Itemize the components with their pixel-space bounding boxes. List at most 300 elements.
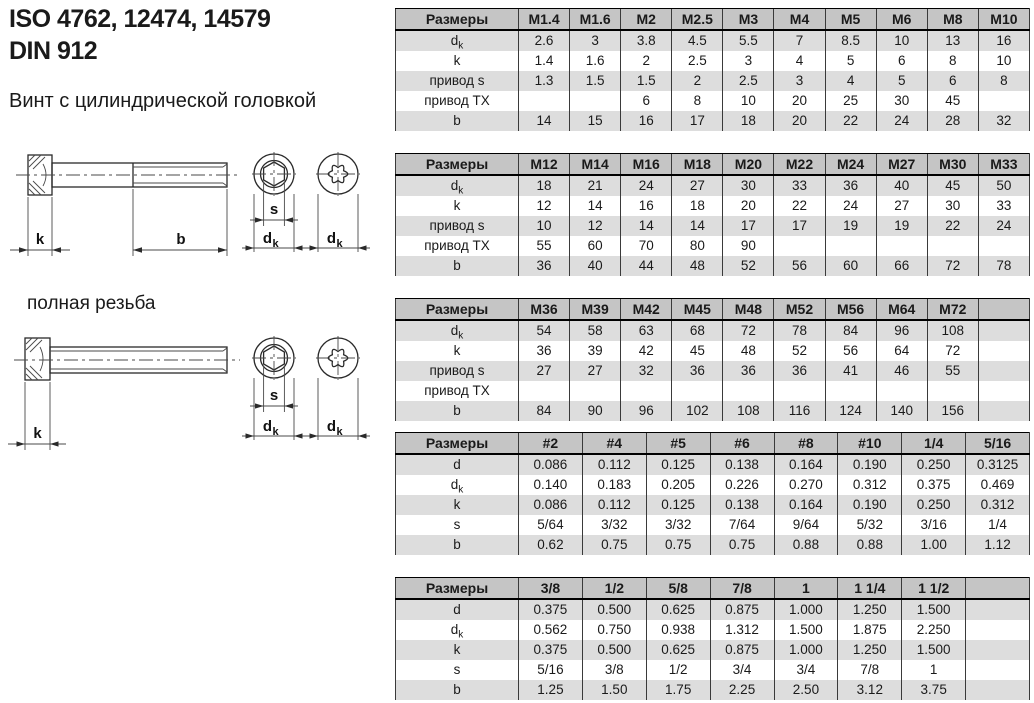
hex-socket-end-view <box>242 152 306 252</box>
size-header: M64 <box>876 299 927 321</box>
value-cell: 2.25 <box>710 680 774 700</box>
size-header: M14 <box>570 154 621 176</box>
value-cell: 0.164 <box>774 454 838 475</box>
empty-cell <box>966 620 1030 640</box>
size-column-header: Размеры <box>396 154 519 176</box>
value-cell: 156 <box>927 401 978 421</box>
value-cell: 5/16 <box>519 660 583 680</box>
value-cell: 1.4 <box>519 51 570 71</box>
value-cell: 124 <box>825 401 876 421</box>
value-cell: 9/64 <box>774 515 838 535</box>
value-cell: 6 <box>927 71 978 91</box>
table-row <box>396 71 1030 91</box>
row-label: k <box>396 495 519 515</box>
value-cell: 12 <box>570 216 621 236</box>
value-cell: 80 <box>672 236 723 256</box>
value-cell: 0.270 <box>774 475 838 495</box>
value-cell: 30 <box>723 175 774 196</box>
value-cell: 24 <box>978 216 1029 236</box>
value-cell: 1.250 <box>838 640 902 660</box>
table-header-row <box>396 578 1030 600</box>
value-cell: 17 <box>723 216 774 236</box>
value-cell: 5 <box>825 51 876 71</box>
value-cell: 14 <box>570 196 621 216</box>
size-header: M33 <box>978 154 1029 176</box>
row-label: привод TX <box>396 236 519 256</box>
value-cell: 84 <box>825 320 876 341</box>
table-header-row <box>396 9 1030 31</box>
table-row <box>396 320 1030 341</box>
value-cell: 20 <box>774 91 825 111</box>
value-cell: 8 <box>672 91 723 111</box>
size-header: M56 <box>825 299 876 321</box>
value-cell: 1.875 <box>838 620 902 640</box>
empty-header <box>978 299 1029 321</box>
value-cell: 20 <box>774 111 825 131</box>
value-cell <box>978 236 1029 256</box>
value-cell: 3/8 <box>582 660 646 680</box>
empty-cell <box>978 381 1029 401</box>
value-cell: 44 <box>621 256 672 276</box>
value-cell: 0.3125 <box>966 454 1030 475</box>
size-column-header: Размеры <box>396 433 519 455</box>
row-label: k <box>396 341 519 361</box>
value-cell: 1.5 <box>570 71 621 91</box>
row-label: k <box>396 640 519 660</box>
torx-socket-end-view <box>306 336 370 440</box>
dimensions-table-metric-small <box>395 8 1030 131</box>
value-cell <box>978 91 1029 111</box>
value-cell <box>519 91 570 111</box>
dimension-k <box>8 382 66 450</box>
size-header: M72 <box>927 299 978 321</box>
size-header: 5/8 <box>646 578 710 600</box>
value-cell: 18 <box>723 111 774 131</box>
size-header: M6 <box>876 9 927 31</box>
value-cell: 2.50 <box>774 680 838 700</box>
screw-drawing-full-thread <box>0 320 392 455</box>
value-cell: 41 <box>825 361 876 381</box>
table-row <box>396 599 1030 620</box>
value-cell: 0.75 <box>582 535 646 555</box>
size-header: M12 <box>519 154 570 176</box>
value-cell: 3/4 <box>774 660 838 680</box>
row-label: $d_k$ <box>396 30 519 51</box>
value-cell: 0.190 <box>838 454 902 475</box>
value-cell: 108 <box>927 320 978 341</box>
value-cell: 14 <box>672 216 723 236</box>
value-cell <box>774 381 825 401</box>
value-cell: 1.12 <box>966 535 1030 555</box>
value-cell: 39 <box>570 341 621 361</box>
dimensions-table-metric-medium <box>395 153 1030 276</box>
value-cell: 0.875 <box>710 599 774 620</box>
empty-cell <box>978 401 1029 421</box>
table-row <box>396 30 1030 51</box>
value-cell <box>876 381 927 401</box>
value-cell: 56 <box>774 256 825 276</box>
value-cell: 0.88 <box>774 535 838 555</box>
value-cell: 60 <box>825 256 876 276</box>
size-header: M1.6 <box>570 9 621 31</box>
row-label: привод s <box>396 71 519 91</box>
value-cell: 1.25 <box>519 680 583 700</box>
dim-label-b: b <box>176 231 186 248</box>
value-cell: 0.112 <box>582 454 646 475</box>
value-cell: 24 <box>825 196 876 216</box>
row-label: $d_k$ <box>396 320 519 341</box>
dim-label-dk-base: d <box>262 418 272 435</box>
size-header: 3/8 <box>519 578 583 600</box>
value-cell: 48 <box>672 256 723 276</box>
value-cell: 8 <box>978 71 1029 91</box>
value-cell: 116 <box>774 401 825 421</box>
value-cell: 33 <box>774 175 825 196</box>
row-label: привод s <box>396 216 519 236</box>
value-cell: 90 <box>723 236 774 256</box>
product-name: Винт с цилиндрической головкой <box>9 90 317 112</box>
size-header: M8 <box>927 9 978 31</box>
size-header: 1 <box>774 578 838 600</box>
value-cell: 36 <box>774 361 825 381</box>
row-label: d <box>396 454 519 475</box>
value-cell: 0.190 <box>838 495 902 515</box>
value-cell: 48 <box>723 341 774 361</box>
value-cell <box>570 381 621 401</box>
size-header: 7/8 <box>710 578 774 600</box>
table-row <box>396 660 1030 680</box>
value-cell: 18 <box>519 175 570 196</box>
value-cell: 7 <box>774 30 825 51</box>
table-row <box>396 361 1030 381</box>
row-label: s <box>396 660 519 680</box>
value-cell: 0.875 <box>710 640 774 660</box>
table-row <box>396 381 1030 401</box>
value-cell <box>825 381 876 401</box>
dimensions-table-imperial-small <box>395 432 1030 555</box>
value-cell: 1.000 <box>774 640 838 660</box>
value-cell: 1.50 <box>582 680 646 700</box>
value-cell: 42 <box>621 341 672 361</box>
value-cell: 15 <box>570 111 621 131</box>
table-row <box>396 680 1030 700</box>
table-row <box>396 256 1030 276</box>
value-cell: 5/64 <box>519 515 583 535</box>
size-header: M30 <box>927 154 978 176</box>
value-cell: 60 <box>570 236 621 256</box>
empty-header <box>966 578 1030 600</box>
value-cell: 27 <box>570 361 621 381</box>
value-cell: 0.250 <box>902 495 966 515</box>
value-cell <box>621 381 672 401</box>
dim-label-dk-base: d <box>326 418 336 435</box>
value-cell <box>723 381 774 401</box>
row-label: b <box>396 401 519 421</box>
hex-socket-end-view <box>242 336 306 440</box>
row-label: k <box>396 196 519 216</box>
table-header-row <box>396 299 1030 321</box>
value-cell: 3/32 <box>582 515 646 535</box>
dim-label-dk-sub: k <box>272 238 279 250</box>
value-cell: 78 <box>774 320 825 341</box>
table-row <box>396 535 1030 555</box>
size-header: M3 <box>723 9 774 31</box>
table-row <box>396 51 1030 71</box>
value-cell: 40 <box>876 175 927 196</box>
left-column <box>0 0 392 703</box>
table-row <box>396 175 1030 196</box>
table-header-row <box>396 154 1030 176</box>
row-label: привод TX <box>396 381 519 401</box>
size-header: M42 <box>621 299 672 321</box>
empty-cell <box>978 361 1029 381</box>
value-cell: 17 <box>672 111 723 131</box>
value-cell: 8.5 <box>825 30 876 51</box>
value-cell: 1/2 <box>646 660 710 680</box>
size-header: M39 <box>570 299 621 321</box>
value-cell: 18 <box>672 196 723 216</box>
row-label: k <box>396 51 519 71</box>
value-cell: 3/32 <box>646 515 710 535</box>
value-cell: 96 <box>876 320 927 341</box>
value-cell: 36 <box>825 175 876 196</box>
value-cell: 32 <box>621 361 672 381</box>
value-cell: 1.500 <box>902 599 966 620</box>
table-row <box>396 216 1030 236</box>
dim-label-k: k <box>33 425 42 442</box>
value-cell: 0.562 <box>519 620 583 640</box>
row-label: b <box>396 680 519 700</box>
value-cell: 0.086 <box>519 454 583 475</box>
value-cell: 0.375 <box>902 475 966 495</box>
value-cell: 1.312 <box>710 620 774 640</box>
value-cell: 1.500 <box>774 620 838 640</box>
value-cell: 10 <box>876 30 927 51</box>
value-cell <box>927 236 978 256</box>
value-cell: 2.5 <box>723 71 774 91</box>
value-cell: 40 <box>570 256 621 276</box>
value-cell: 10 <box>978 51 1029 71</box>
size-header: #6 <box>710 433 774 455</box>
tables-column <box>395 0 1030 700</box>
value-cell: 46 <box>876 361 927 381</box>
value-cell: 72 <box>927 341 978 361</box>
value-cell: 0.138 <box>710 454 774 475</box>
empty-cell <box>966 640 1030 660</box>
empty-cell <box>966 680 1030 700</box>
value-cell <box>570 91 621 111</box>
value-cell: 0.164 <box>774 495 838 515</box>
value-cell: 3/16 <box>902 515 966 535</box>
value-cell: 58 <box>570 320 621 341</box>
dim-label-dk-base: d <box>326 230 336 247</box>
size-header: M4 <box>774 9 825 31</box>
value-cell: 0.375 <box>519 640 583 660</box>
empty-cell <box>966 599 1030 620</box>
size-header: M45 <box>672 299 723 321</box>
dim-label-k: k <box>35 231 45 248</box>
value-cell: 64 <box>876 341 927 361</box>
value-cell: 0.88 <box>838 535 902 555</box>
size-header: #4 <box>582 433 646 455</box>
value-cell: 24 <box>876 111 927 131</box>
value-cell <box>876 236 927 256</box>
value-cell: 14 <box>621 216 672 236</box>
value-cell: 52 <box>723 256 774 276</box>
dimensions-table-metric-large <box>395 298 1030 421</box>
value-cell: 50 <box>978 175 1029 196</box>
value-cell <box>672 381 723 401</box>
value-cell: 0.625 <box>646 640 710 660</box>
value-cell: 25 <box>825 91 876 111</box>
value-cell: 0.112 <box>582 495 646 515</box>
value-cell: 78 <box>978 256 1029 276</box>
dim-label-dk-sub: k <box>272 426 279 438</box>
value-cell: 16 <box>621 196 672 216</box>
value-cell: 2 <box>621 51 672 71</box>
size-header: 1/2 <box>582 578 646 600</box>
empty-cell <box>978 341 1029 361</box>
table-row <box>396 454 1030 475</box>
value-cell: 36 <box>519 341 570 361</box>
value-cell: 5 <box>876 71 927 91</box>
table-row <box>396 111 1030 131</box>
table-row <box>396 640 1030 660</box>
dimensions-table-imperial-large <box>395 577 1030 700</box>
value-cell: 22 <box>825 111 876 131</box>
value-cell: 4.5 <box>672 30 723 51</box>
size-header: #5 <box>646 433 710 455</box>
value-cell: 102 <box>672 401 723 421</box>
value-cell <box>927 381 978 401</box>
value-cell: 55 <box>519 236 570 256</box>
value-cell: 28 <box>927 111 978 131</box>
row-label: b <box>396 111 519 131</box>
value-cell: 13 <box>927 30 978 51</box>
value-cell: 10 <box>723 91 774 111</box>
dim-label-dk-base: d <box>262 230 272 247</box>
size-header: 1 1/2 <box>902 578 966 600</box>
value-cell: 3 <box>723 51 774 71</box>
size-header: M2.5 <box>672 9 723 31</box>
page-title <box>9 3 392 67</box>
value-cell: 0.75 <box>710 535 774 555</box>
value-cell: 8 <box>927 51 978 71</box>
row-label: привод s <box>396 361 519 381</box>
size-header: M52 <box>774 299 825 321</box>
value-cell: 22 <box>927 216 978 236</box>
value-cell: 3 <box>570 30 621 51</box>
value-cell: 45 <box>672 341 723 361</box>
value-cell: 3.8 <box>621 30 672 51</box>
value-cell: 36 <box>519 256 570 276</box>
table-row <box>396 341 1030 361</box>
value-cell: 55 <box>927 361 978 381</box>
value-cell: 12 <box>519 196 570 216</box>
value-cell: 6 <box>876 51 927 71</box>
table-row <box>396 196 1030 216</box>
value-cell: 0.138 <box>710 495 774 515</box>
value-cell: 27 <box>876 196 927 216</box>
value-cell: 5.5 <box>723 30 774 51</box>
value-cell: 30 <box>876 91 927 111</box>
value-cell: 30 <box>927 196 978 216</box>
size-header: M5 <box>825 9 876 31</box>
value-cell: 6 <box>621 91 672 111</box>
screw-side-view <box>14 338 240 380</box>
size-column-header: Размеры <box>396 578 519 600</box>
value-cell: 0.312 <box>838 475 902 495</box>
size-header: 5/16 <box>966 433 1030 455</box>
value-cell: 72 <box>927 256 978 276</box>
row-label: b <box>396 535 519 555</box>
value-cell: 19 <box>825 216 876 236</box>
value-cell: 0.205 <box>646 475 710 495</box>
size-header: #2 <box>519 433 583 455</box>
value-cell: 0.469 <box>966 475 1030 495</box>
table-row <box>396 236 1030 256</box>
size-column-header: Размеры <box>396 299 519 321</box>
value-cell: 33 <box>978 196 1029 216</box>
size-header: M20 <box>723 154 774 176</box>
value-cell: 1.75 <box>646 680 710 700</box>
value-cell: 16 <box>621 111 672 131</box>
dim-label-s: s <box>269 201 279 218</box>
value-cell: 84 <box>519 401 570 421</box>
value-cell: 0.226 <box>710 475 774 495</box>
value-cell: 14 <box>519 111 570 131</box>
size-header: #10 <box>838 433 902 455</box>
value-cell: 1.5 <box>621 71 672 91</box>
table-row <box>396 91 1030 111</box>
value-cell: 63 <box>621 320 672 341</box>
table-row <box>396 475 1030 495</box>
dimension-k <box>10 197 70 256</box>
row-label: s <box>396 515 519 535</box>
value-cell: 0.140 <box>519 475 583 495</box>
table-row <box>396 515 1030 535</box>
row-label: d <box>396 599 519 620</box>
value-cell: 140 <box>876 401 927 421</box>
value-cell: 0.938 <box>646 620 710 640</box>
value-cell: 4 <box>774 51 825 71</box>
value-cell: 0.125 <box>646 454 710 475</box>
value-cell: 3.12 <box>838 680 902 700</box>
value-cell: 0.250 <box>902 454 966 475</box>
value-cell: 27 <box>672 175 723 196</box>
table-row <box>396 620 1030 640</box>
value-cell: 45 <box>927 91 978 111</box>
value-cell: 52 <box>774 341 825 361</box>
value-cell: 16 <box>978 30 1029 51</box>
screw-side-view <box>16 155 240 195</box>
value-cell: 2.5 <box>672 51 723 71</box>
value-cell: 17 <box>774 216 825 236</box>
value-cell: 0.086 <box>519 495 583 515</box>
size-header: M24 <box>825 154 876 176</box>
size-header: M16 <box>621 154 672 176</box>
size-header: M48 <box>723 299 774 321</box>
value-cell: 2.250 <box>902 620 966 640</box>
row-label: $d_k$ <box>396 475 519 495</box>
value-cell: 96 <box>621 401 672 421</box>
value-cell: 66 <box>876 256 927 276</box>
value-cell: 45 <box>927 175 978 196</box>
value-cell: 22 <box>774 196 825 216</box>
value-cell <box>774 236 825 256</box>
value-cell: 27 <box>519 361 570 381</box>
value-cell: 1.000 <box>774 599 838 620</box>
